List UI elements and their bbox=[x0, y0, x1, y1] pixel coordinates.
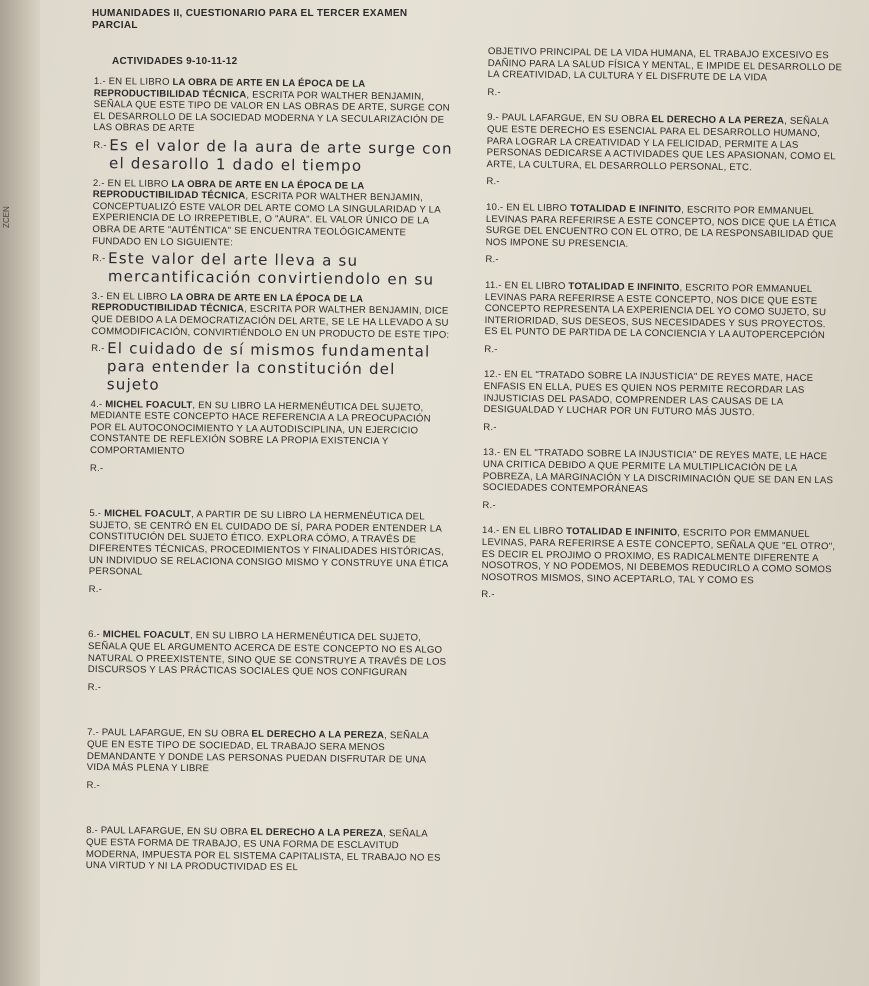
question-text: 9.- PAUL LAFARGUE, EN SU OBRA EL DERECHO A LA PEREZA, SEÑALA QUE ESTE DERECHO ES ESENCIAL PARA EL DESARROLLO HUMANO, PARA LOGRAR LA CREATIVIDAD Y LA FELICIDAD, PERMITE A LAS PERSONAS DEDICARSE A ACTIVIDADES QUE LES APASIONAN, COMO EL ARTE, LA CULTURA, EL DESARROLLO PERSONAL, ETC. bbox=[486, 112, 836, 173]
question-text: 3.- EN EL LIBRO LA OBRA DE ARTE EN LA ÉPOCA DE LA REPRODUCTIBILIDAD TÉCNICA, ESCRITA POR WALTHER BENJAMIN, DICE QUE DEBIDO A LA DEMOCRATIZACIÓN DEL ARTE, SE LE HA LLEVADO A SU COMMODIFICACIÓN, CONVIRTIÉNDOLO EN UN PRODUCTO DE ESTE TIPO: bbox=[91, 290, 450, 341]
answer-label: R.- bbox=[487, 86, 501, 98]
question-text: 11.- EN EL LIBRO TOTALIDAD E INFINITO, ESCRITO POR EMMANUEL LEVINAS PARA REFERIRSE A ESTE CONCEPTO, NOS DICE QUE ESTE CONCEPTO REPRESENTA LA EXPERIENCIA DEL YO COMO SUJETO, SU INTERIORIDAD, SUS DESEOS, SUS NECESIDADES Y SUS PROYECTOS. ES EL PUNTO DE PARTIDA DE LA CONCIENCIA Y LA AUTOPERCEPCIÓN bbox=[484, 279, 827, 342]
page-edge-shadow bbox=[0, 0, 40, 986]
answer-label: R.- bbox=[486, 176, 500, 188]
header-title: HUMANIDADES II, CUESTIONARIO PARA EL TERCER EXAMEN bbox=[92, 8, 408, 19]
question-text: 13.- EN EL "TRATADO SOBRE LA INJUSTICIA" DE REYES MATE, LE HACE UNA CRITICA DEBIDO A QUE PERMITE LA MULTIPLICACIÓN DE LA POBREZA, LA MARGINACIÓN Y LA DISCRIMINACIÓN QUE SE DAN EN LAS SOCIEDADES CONTEMPORÁNEAS bbox=[482, 447, 834, 496]
answer-label: R.- bbox=[484, 343, 498, 356]
question-4 bbox=[90, 399, 451, 478]
question-10 bbox=[485, 202, 842, 270]
question-14 bbox=[481, 525, 838, 605]
header-subtitle: PARCIAL bbox=[92, 20, 138, 31]
answer-label: R.- bbox=[88, 583, 103, 595]
answer-label: R.- bbox=[482, 499, 496, 511]
answer-label: R.- bbox=[87, 681, 102, 693]
question-text: 10.- EN EL LIBRO TOTALIDAD E INFINITO, ESCRITO POR EMMANUEL LEVINAS PARA REFERIRSE A ESTE CONCEPTO, NOS DICE QUE LA ÉTICA SURGE DEL ENCUENTRO CON EL OTRO, DE LA RESPONSABILIDAD QUE NOS IMPONE SU PRESENCIA. bbox=[485, 201, 836, 250]
handwritten-answer: Este valor del arte lleva a su mercantificación convirtiendolo en su bbox=[107, 248, 435, 289]
question-13 bbox=[482, 447, 839, 515]
edge-text: ZCEN bbox=[2, 206, 11, 228]
question-text: 5.- MICHEL FOACULT, A PARTIR DE SU LIBRO LA HERMENÉUTICA DEL SUJETO, SE CENTRÓ EN EL CUIDADO DE SÍ, PARA PODER ENTENDER LA CONSTITUCIÓN DEL SUJETO ÉTICO. EXPLORA CÓMO, A TRAVÉS DE DIFERENTES TÉCNICAS, PROCEDIMIENTOS Y FINALIDADES HISTÓRICAS, UN INDIVIDUO SE RELACIONA CONSIGO MISMO Y CONSTRUYE UNA ÉTICA PERSONAL bbox=[88, 508, 448, 578]
question-8 bbox=[86, 825, 446, 875]
worksheet-header bbox=[92, 8, 407, 32]
answer-label: R.- bbox=[89, 462, 104, 474]
answer-label: R.- bbox=[92, 253, 106, 265]
question-5 bbox=[89, 508, 450, 599]
question-text: 8.- PAUL LAFARGUE, EN SU OBRA EL DERECHO A LA PEREZA, SEÑALA QUE ESTA FORMA DE TRABAJO, ES UNA FORMA DE ESCLAVITUD MODERNA, IMPUESTA POR EL SISTEMA CAPITALISTA, EL TRABAJO NO ES UNA VIRTUD Y NI LA PRODUCTIVIDAD ES EL bbox=[85, 825, 441, 874]
question-text: 14.- EN EL LIBRO TOTALIDAD E INFINITO, ESCRITO POR EMMANUEL LEVINAS, PARA REFERIRSE A ESTE CONCEPTO, SEÑALA QUE "EL OTRO", ES DECIR EL PROJIMO O PROXIMO, ES RADICALMENTE DIFERENTE A NOSOTROS, Y NO PODEMOS, NI DEBEMOS REDUCIRLO A COMO SOMOS NOSOTROS MISMOS, SINO ACEPTARLO, TAL Y COMO ES bbox=[481, 525, 836, 587]
answer-label: R.- bbox=[91, 343, 105, 355]
question-1 bbox=[93, 76, 454, 175]
question-text: 6.- MICHEL FOACULT, EN SU LIBRO LA HERMENÉUTICA DEL SUJETO, SEÑALA QUE EL ARGUMENTO ACERCA DE ESTE CONCEPTO NO ES ALGO NATURAL O PREEXISTENTE, SINO QUE SE CONSTRUYE A TRAVÉS DE LOS DISCURSOS Y LAS PRÁCTICAS SOCIALES QUE NOS CONFIGURAN bbox=[87, 629, 447, 679]
answer-label: R.- bbox=[86, 779, 101, 791]
answer-label: R.- bbox=[93, 139, 107, 152]
question-9 bbox=[486, 112, 843, 192]
handwritten-answer: Es el valor de la aura de arte surge con el desarollo 1 dado el tiempo bbox=[108, 135, 453, 175]
question-text: 4.- MICHEL FOACULT, EN SU LIBRO LA HERMENÉUTICA DEL SUJETO, MEDIANTE ESTE CONCEPTO HACE REFERENCIA A LA PREOCUPACIÓN POR EL AUTOCONOCIMIENTO Y LA AUTODISCIPLINA, UN EJERCICIO CONSTANTE DE REFLEXIÓN SOBRE LA PROPIA EXISTENCIA Y COMPORTAMIENTO bbox=[90, 398, 431, 458]
question-6 bbox=[88, 629, 449, 697]
answer-label: R.- bbox=[485, 254, 499, 266]
question-3 bbox=[91, 291, 452, 397]
question-8-continued bbox=[487, 46, 844, 103]
left-column bbox=[86, 76, 454, 881]
question-11 bbox=[484, 280, 841, 360]
question-2 bbox=[92, 178, 453, 289]
question-text: 7.- PAUL LAFARGUE, EN SU OBRA EL DERECHO A LA PEREZA, SEÑALA QUE EN ESTE TIPO DE SOCIEDAD, EL TRABAJO SERA MENOS DEMANDANTE Y DONDE LAS PERSONAS PUEDAN DISFRUTAR DE UNA VIDA MÁS PLENA Y LIBRE bbox=[86, 727, 429, 775]
answer-label: R.- bbox=[483, 421, 497, 433]
handwritten-answer: El cuidado de sí mismos fundamental para entender la constitución del sujeto bbox=[106, 338, 431, 394]
question-text: OBJETIVO PRINCIPAL DE LA VIDA HUMANA, EL TRABAJO EXCESIVO ES DAÑINO PARA LA SALUD FÍSICA Y MENTAL, E IMPIDE EL DESARROLLO DE LA CREATIVIDAD, LA CULTURA Y EL DISFRUTE DE LA VIDA bbox=[487, 46, 843, 84]
right-column bbox=[481, 46, 844, 619]
question-12 bbox=[483, 369, 840, 437]
question-text: 12.- EN EL "TRATADO SOBRE LA INJUSTICIA" DE REYES MATE, HACE ENFASIS EN ELLA, PUES ES QUIEN NOS PERMITE RECORDAR LAS INJUSTICIAS DEL PASADO, COMPRENDER LAS CAUSAS DE LA DESIGUALDAD Y LUCHAR POR UN FUTURO MÁS JUSTO. bbox=[483, 369, 814, 419]
activities-label: ACTIVIDADES 9-10-11-12 bbox=[112, 56, 238, 67]
answer-label: R.- bbox=[481, 589, 495, 601]
question-text: 2.- EN EL LIBRO LA OBRA DE ARTE EN LA ÉPOCA DE LA REPRODUCTIBILIDAD TÉCNICA, ESCRITA POR WALTHER BENJAMIN, CONCEPTUALIZÓ ESTE VALOR DEL ARTE COMO LA SINGULARIDAD Y LA EXPERIENCIA DE LO IRREPETIBLE, O "AURA". EL VALOR ÚNICO DE LA OBRA DE ARTE "AUTÉNTICA" SE ENCUENTRA TEOLÓGICAMENTE FUNDADO EN LO SIGUIENTE: bbox=[92, 177, 441, 248]
question-7 bbox=[87, 727, 448, 795]
question-text: 1.- EN EL LIBRO LA OBRA DE ARTE EN LA ÉPOCA DE LA REPRODUCTIBILIDAD TÉCNICA, ESCRITA POR WALTHER BENJAMIN, SEÑALA QUE ESTE TIPO DE VALOR EN LAS OBRAS DE ARTE, SURGE CON EL DESARROLLO DE LA SOCIEDAD MODERNA Y LA SECULARIZACIÓN DE LAS OBRAS DE ARTE bbox=[93, 76, 450, 135]
